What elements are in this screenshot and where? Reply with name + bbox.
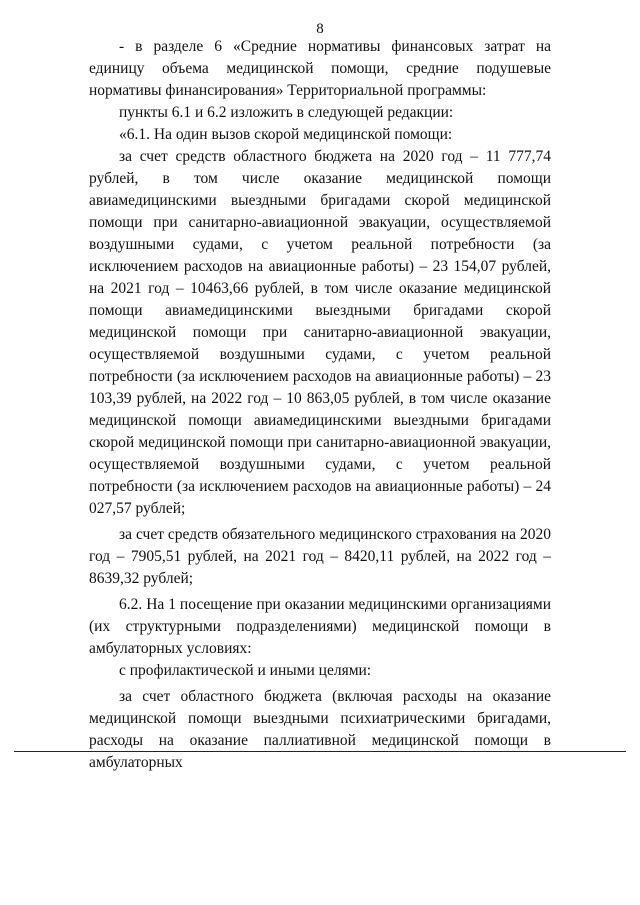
paragraph-regional-budget-outpatient: за счет областного бюджета (включая расходы на оказание медицинской помощи выездными психиатрическими бригадами, расходы на оказание паллиативной медицинской помощи в амбулаторных [89,688,551,771]
paragraph-items-instruction: пункты 6.1 и 6.2 изложить в следующей редакции: [119,104,454,121]
paragraph-6-1-heading: «6.1. На один вызов скорой медицинской помощи: [119,126,453,143]
paragraph-preventive-purposes: с профилактической и иными целями: [119,662,372,679]
page-number: 8 [316,21,324,37]
paragraph-6-2-heading: 6.2. На 1 посещение при оказании медицинскими организациями (их структурными подразделениями) медицинской помощи в амбулаторных условиях: [89,596,551,657]
paragraph-section-6-intro: - в разделе 6 «Средние нормативы финансовых затрат на единицу объема медицинской помощи, средние подушевые нормативы финансирования» Территориальной программы: [89,38,551,99]
bottom-divider [14,751,626,752]
paragraph-oms-funding: за счет средств обязательного медицинского страхования на 2020 год – 7905,51 рублей, на 2021 год – 8420,11 рублей, на 2022 год – 8639,32 рублей; [89,526,551,587]
document-body [89,36,551,774]
paragraph-regional-budget: за счет средств областного бюджета на 2020 год – 11 777,74 рублей, в том числе оказание медицинской помощи авиамедицинскими выездными бригадами скорой медицинской помощи при санитарно-авиационной эвакуации, осуществляемой воздушными судами, с учетом реальной потребности (за исключением расходов на авиационные работы) – 23 154,07 рублей, на 2021 год – 10463,66 рублей, в том числе оказание медицинской помощи авиамедицинскими выездными бригадами скорой медицинской помощи при санитарно-авиационной эвакуации, осуществляемой воздушными судами, с учетом реальной потребности (за исключением расходов на авиационные работы) – 23 103,39 рублей, на 2022 год – 10 863,05 рублей, в том числе оказание медицинской помощи авиамедицинскими выездными бригадами скорой медицинской помощи при санитарно-авиационной эвакуации, осуществляемой воздушными судами, с учетом реальной потребности (за исключением расходов на авиационные работы) – 24 027,57 рублей; [89,148,551,517]
